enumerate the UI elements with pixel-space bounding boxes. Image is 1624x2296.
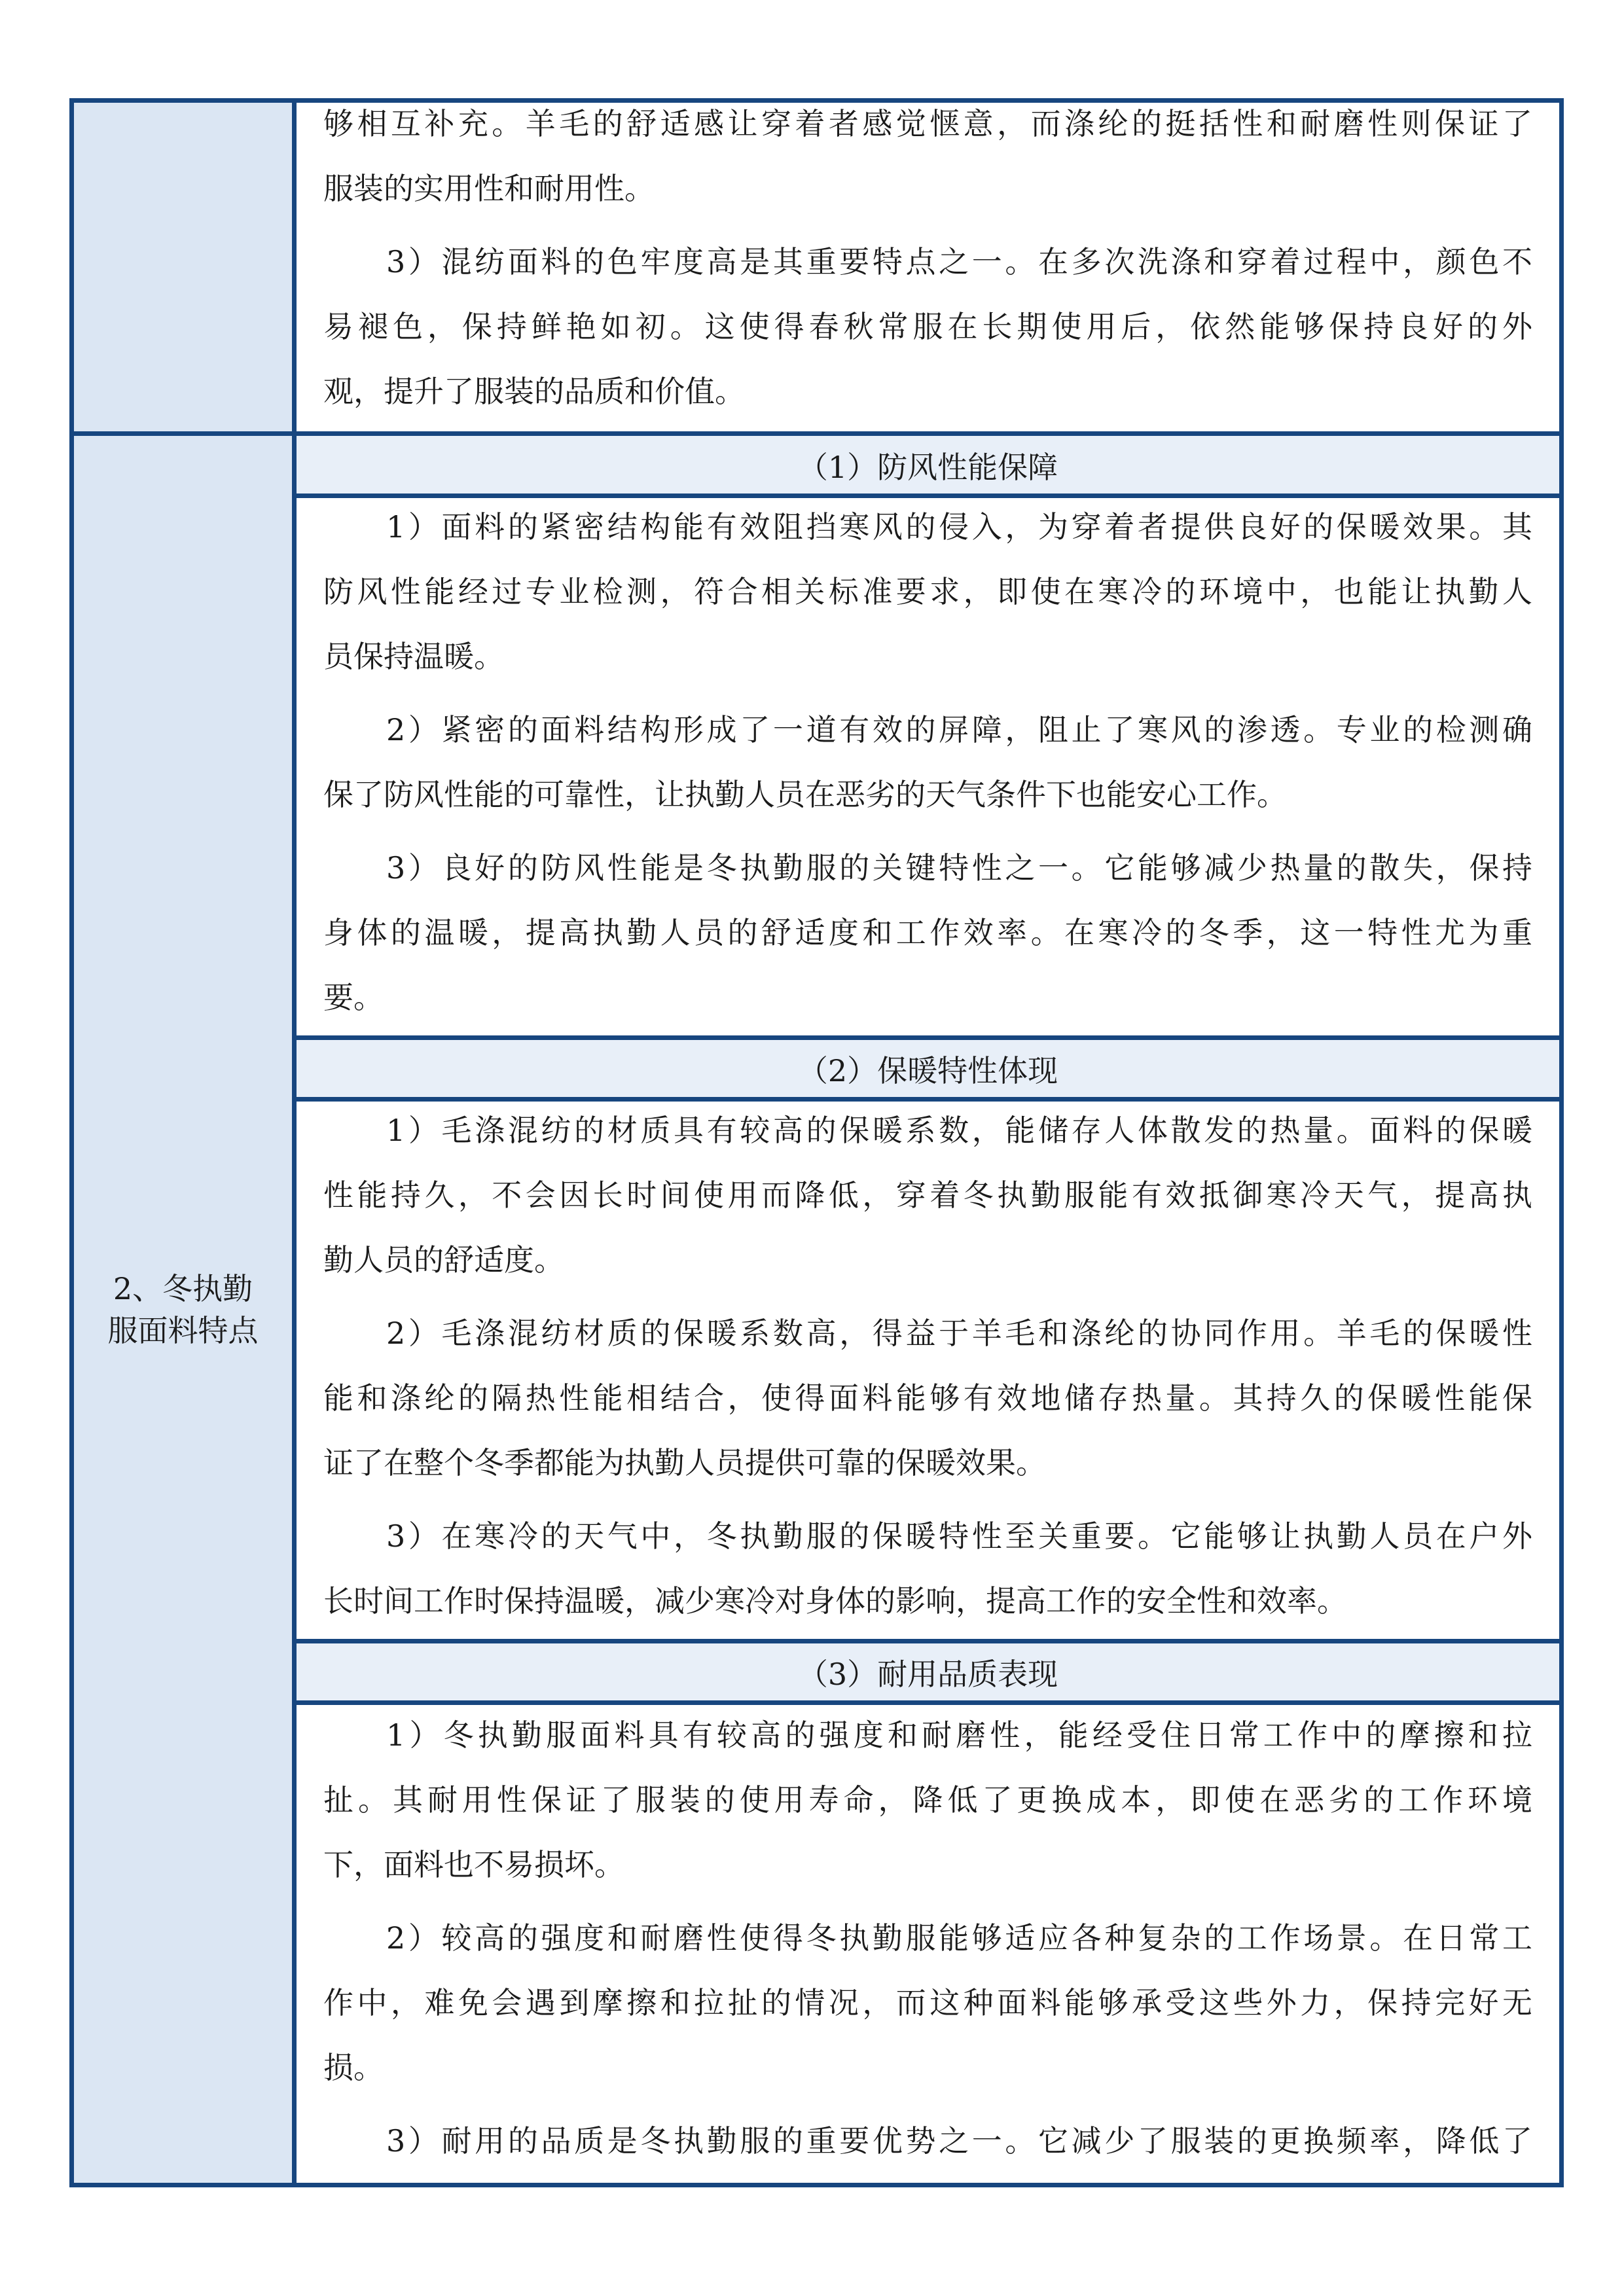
text-line: 3）在寒冷的天气中，冬执勤服的保暖特性至关重要。它能够让执勤人员在户外: [386, 1518, 1532, 1554]
row-label-line: 2、冬执勤: [113, 1270, 253, 1306]
text-line: 要。: [323, 980, 384, 1015]
text-line: 3）良好的防风性能是冬执勤服的关键特性之一。它能够减少热量的散失，保持: [386, 850, 1532, 886]
text-line: 1）面料的紧密结构能有效阻挡寒风的侵入，为穿着者提供良好的保暖效果。其: [386, 509, 1532, 545]
paragraph: [323, 230, 1532, 424]
section-heading-text: （3）耐用品质表现: [797, 1657, 1058, 1692]
text-line: 下，面料也不易损坏。: [323, 1847, 624, 1882]
section-heading-text: （1）防风性能保障: [797, 449, 1058, 485]
text-line: 员保持温暖。: [323, 639, 504, 674]
text-line: 易褪色，保持鲜艳如初。这使得春秋常服在长期使用后，依然能够保持良好的外: [323, 309, 1532, 344]
section-content-2: [292, 1097, 1564, 1644]
text-line: 性能持久，不会因长时间使用而降低，穿着冬执勤服能有效抵御寒冷天气，提高执: [323, 1177, 1532, 1213]
paragraph: [323, 1703, 1532, 1897]
section-heading-2: [292, 1035, 1564, 1102]
paragraph: [323, 98, 1532, 221]
text-line: 3）混纺面料的色牢度高是其重要特点之一。在多次洗涤和穿着过程中，颜色不: [386, 244, 1532, 279]
section-content-1: [292, 493, 1564, 1041]
text-line: 够相互补充。羊毛的舒适感让穿着者感觉惬意，而涤纶的挺括性和耐磨性则保证了: [323, 106, 1532, 141]
text-line: 2）较高的强度和耐磨性使得冬执勤服能够适应各种复杂的工作场景。在日常工: [386, 1920, 1532, 1956]
paragraph: [323, 1301, 1532, 1496]
text-line: 观，提升了服装的品质和价值。: [323, 374, 745, 409]
text-line: 能和涤纶的隔热性能相结合，使得面料能够有效地储存热量。其持久的保暖性能保: [323, 1380, 1532, 1416]
row1-content: [297, 98, 1559, 424]
text-line: 长时间工作时保持温暖，减少寒冷对身体的影响，提高工作的安全性和效率。: [323, 1583, 1347, 1619]
paragraph: [323, 1098, 1532, 1293]
text-line: 扯。其耐用性保证了服装的使用寿命，降低了更换成本，即使在恶劣的工作环境: [323, 1782, 1532, 1818]
text-line: 2）毛涤混纺材质的保暖系数高，得益于羊毛和涤纶的协同作用。羊毛的保暖性: [386, 1316, 1532, 1351]
text-line: 3）耐用的品质是冬执勤服的重要优势之一。它减少了服装的更换频率，降低了: [386, 2123, 1532, 2159]
row1-label-cell: [69, 98, 297, 437]
text-line: 1）冬执勤服面料具有较高的强度和耐磨性，能经受住日常工作中的摩擦和拉: [386, 1717, 1532, 1753]
paragraph: [323, 698, 1532, 827]
text-line: 身体的温暖，提高执勤人员的舒适度和工作效率。在寒冷的冬季，这一特性尤为重: [323, 915, 1532, 950]
text-line: 防风性能经过专业检测，符合相关标准要求，即使在寒冷的环境中，也能让执勤人: [323, 574, 1532, 609]
section-body: [297, 1703, 1559, 2174]
text-line: 损。: [323, 2050, 384, 2085]
section-heading-1: [292, 431, 1564, 499]
section-heading-text: （2）保暖特性体现: [797, 1053, 1058, 1088]
paragraph: [323, 2109, 1532, 2174]
section-body: [297, 1098, 1559, 1634]
paragraph: [323, 1906, 1532, 2100]
section-body: [297, 495, 1559, 1030]
row2-label-cell: [69, 431, 297, 2187]
text-line: 服装的实用性和耐用性。: [323, 171, 655, 206]
row1-content-cell: [292, 98, 1564, 437]
text-line: 2）紧密的面料结构形成了一道有效的屏障，阻止了寒风的渗透。专业的检测确: [386, 712, 1532, 747]
text-line: 证了在整个冬季都能为执勤人员提供可靠的保暖效果。: [323, 1445, 1046, 1480]
paragraph: [323, 495, 1532, 689]
paragraph: [323, 1504, 1532, 1634]
row-label: [74, 1268, 292, 1352]
text-line: 勤人员的舒适度。: [323, 1242, 564, 1278]
text-line: 作中，难免会遇到摩擦和拉扯的情况，而这种面料能够承受这些外力，保持完好无: [323, 1985, 1532, 2020]
paragraph: [323, 836, 1532, 1030]
text-line: 1）毛涤混纺的材质具有较高的保暖系数，能储存人体散发的热量。面料的保暖: [386, 1113, 1532, 1148]
section-content-3: [292, 1700, 1564, 2187]
section-heading-3: [292, 1639, 1564, 1706]
row-label-line: 服面料特点: [107, 1312, 259, 1348]
text-line: 保了防风性能的可靠性，让执勤人员在恶劣的天气条件下也能安心工作。: [323, 777, 1287, 812]
